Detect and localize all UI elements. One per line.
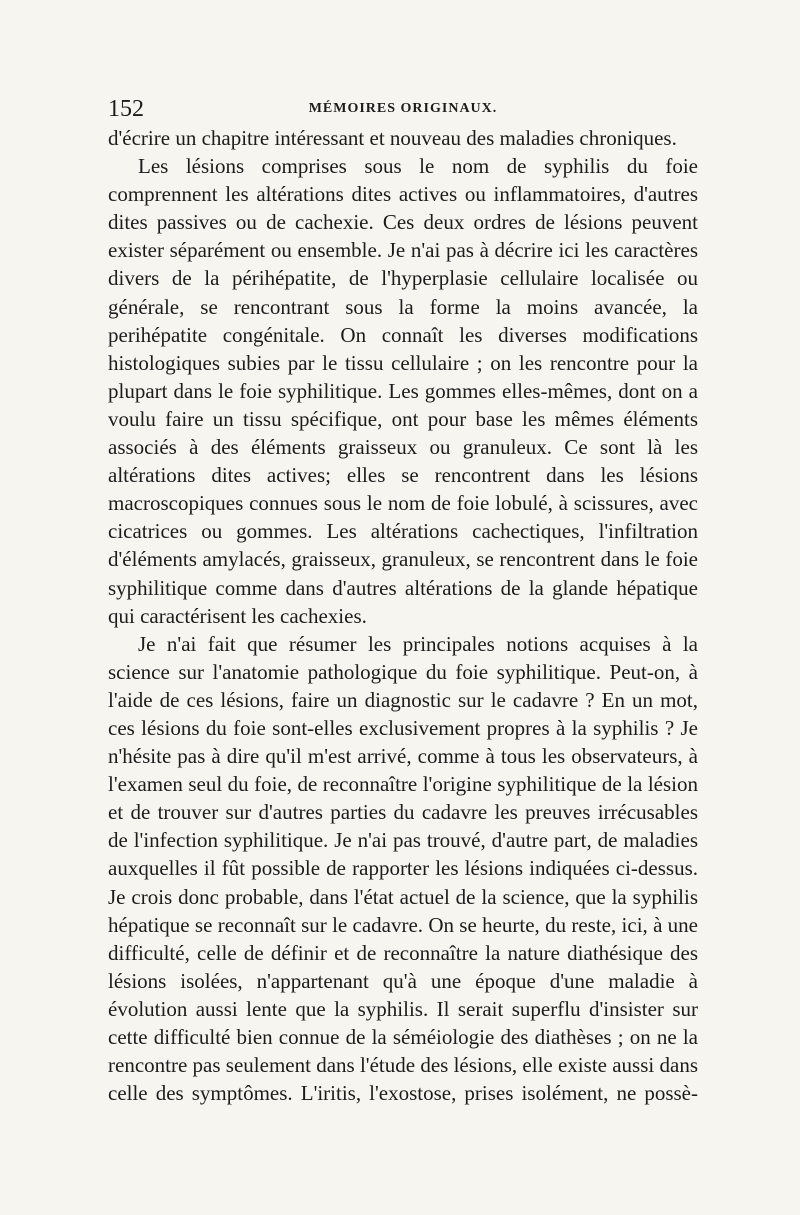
- book-page: [108, 94, 698, 1107]
- body-text: [108, 124, 698, 1107]
- paragraph-lesions: Les lésions comprises sous le nom de syphilis du foie comprennent les altérations dites actives ou inflammatoires, d'autres dites passives ou de cachexie. Ces deux ordres de lésions peuvent exister séparément ou ensemble. Je n'ai pas à décrire ici les caractères divers de la périhépatite, de l'hyperplasie cellulaire localisée ou générale, se rencontrant sous la forme la moins avancée, la perihépatite congénitale. On connaît les diverses modifications histologiques subies par le tissu cellulaire ; on les rencontre pour la plupart dans le foie syphilitique. Les gommes elles-mêmes, dont on a voulu faire un tissu spécifique, ont pour base les mêmes éléments associés à des éléments graisseux ou granuleux. Ce sont là les altérations dites actives; elles se rencontrent dans les lésions macroscopiques connues sous le nom de foie lobulé, à scissures, avec cicatrices ou gommes. Les altérations cachectiques, l'infiltration d'éléments amylacés, graisseux, granuleux, se rencontrent dans le foie syphilitique comme dans d'autres altérations de la glande hépatique qui caractérisent les cachexies.: [108, 154, 698, 628]
- paragraph-diagnosis: Je n'ai fait que résumer les principales notions acquises à la science sur l'anatomie pathologique du foie syphilitique. Peut-on, à l'aide de ces lésions, faire un diagnostic sur le cadavre ? En un mot, ces lésions du foie sont-elles exclusivement propres à la syphilis ? Je n'hésite pas à dire qu'il m'est arrivé, comme à tous les observateurs, à l'examen seul du foie, de reconnaître l'origine syphilitique de la lésion et de trouver sur d'autres parties du cadavre les preuves irrécusables de l'infection syphilitique. Je n'ai pas trouvé, d'autre part, de maladies auxquelles il fût possible de rapporter les lésions indiquées ci-dessus. Je crois donc probable, dans l'état actuel de la science, que la syphilis hépatique se reconnaît sur le cadavre. On se heurte, du reste, ici, à une difficulté, celle de définir et de reconnaître la nature diathésique des lésions isolées, n'appartenant qu'à une époque d'une maladie à évolution aussi lente que la syphilis. Il serait superflu d'insister sur cette difficulté bien connue de la séméiologie des diathèses ; on ne la rencontre pas seulement dans l'étude des lésions, elle existe aussi dans celle des symptômes. L'iritis, l'exostose, prises isolément, ne possè-: [108, 631, 698, 1106]
- running-head: MÉMOIRES ORIGINAUX.: [308, 101, 498, 116]
- page-number: 152: [108, 96, 144, 122]
- page-header: [108, 94, 698, 124]
- paragraph-continuation: d'écrire un chapitre intéressant et nouveau des maladies chroniques.: [108, 126, 677, 150]
